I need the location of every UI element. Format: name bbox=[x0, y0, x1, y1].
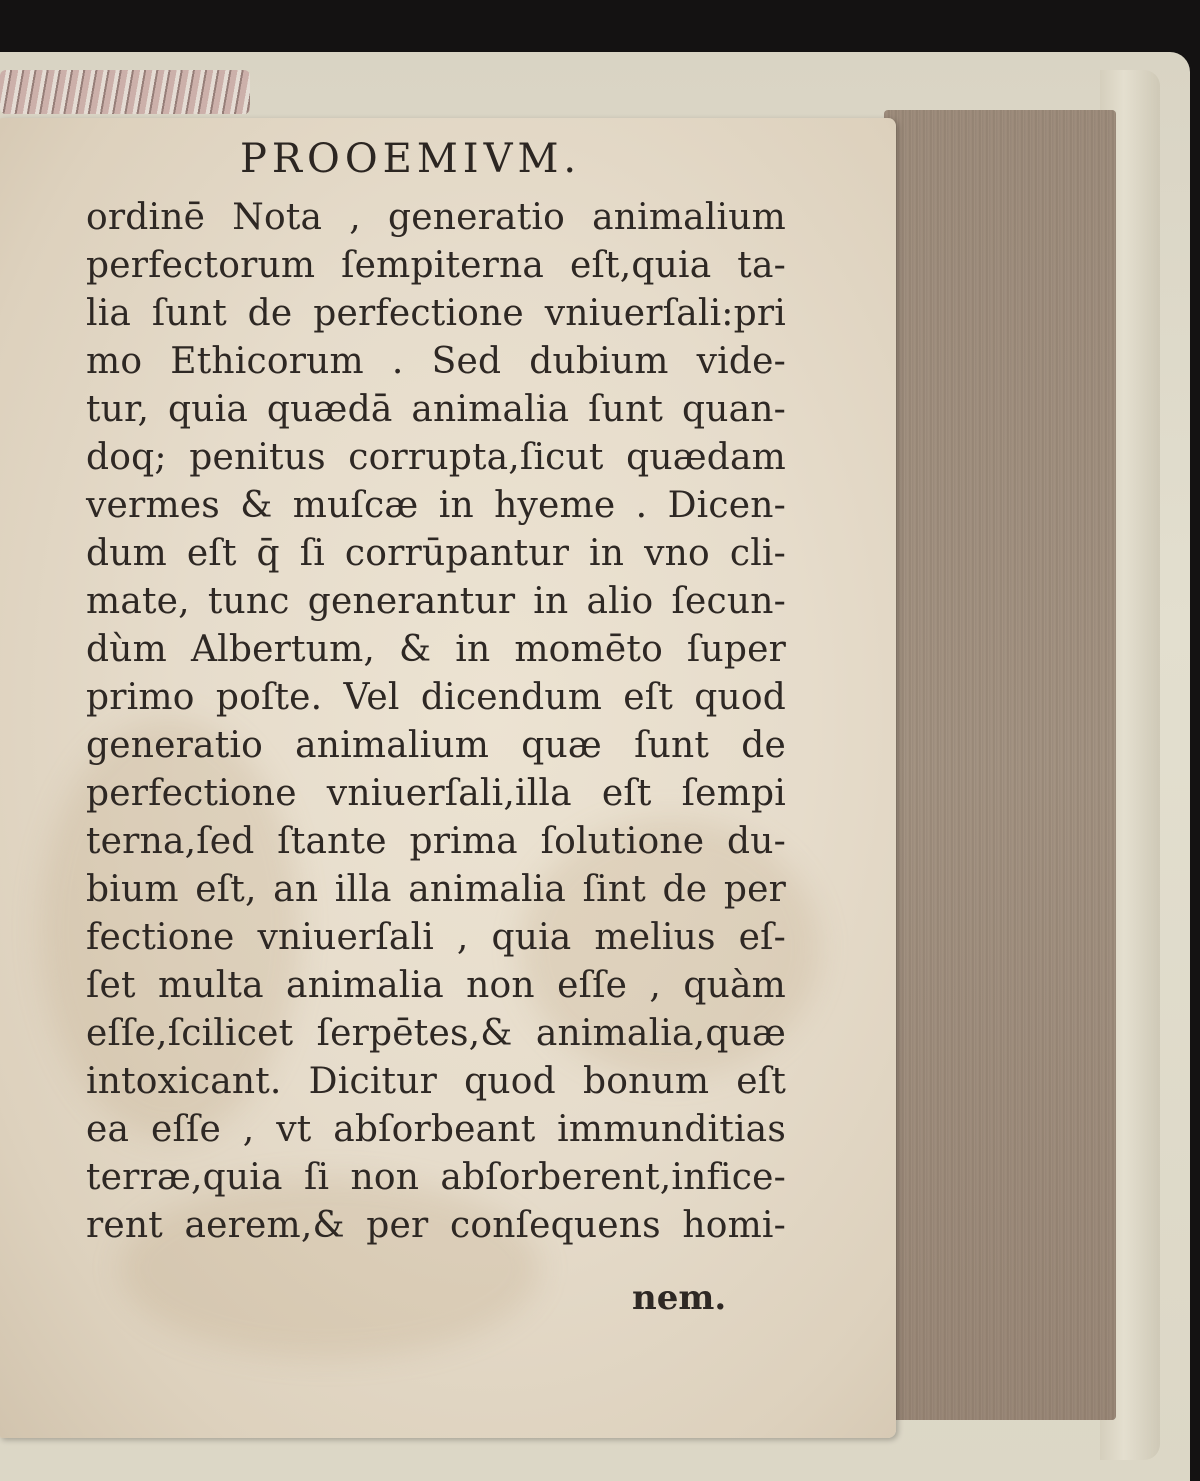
text-line: primo poſte. Vel dicendum eſt quod bbox=[86, 677, 786, 718]
catchword: nem. bbox=[632, 1278, 727, 1318]
text-line: terræ,quia ſi non abſorberent,infice- bbox=[86, 1157, 786, 1198]
text-line: vermes & muſcæ in hyeme . Dicen- bbox=[86, 485, 786, 526]
text-line: perfectione vniuerſali,illa eſt ſempi bbox=[86, 773, 786, 814]
body-text bbox=[86, 194, 786, 1250]
text-line: bium eſt, an illa animalia ſint de per bbox=[86, 869, 786, 910]
text-line: rent aerem,& per conſequens homi- bbox=[86, 1205, 786, 1246]
text-line: ea eſſe , vt abſorbeant immunditias bbox=[86, 1109, 786, 1150]
sewing-band bbox=[0, 70, 250, 114]
text-line: mate, tunc generantur in alio ſecun- bbox=[86, 581, 786, 622]
text-line: perfectorum ſempiterna eſt,quia ta- bbox=[86, 245, 786, 286]
text-line: terna,ſed ſtante prima ſolutione du- bbox=[86, 821, 786, 862]
text-line: tur, quia quædā animalia ſunt quan- bbox=[86, 389, 786, 430]
fore-edge-shade bbox=[884, 110, 1116, 1420]
text-line: fectione vniuerſali , quia melius eſ- bbox=[86, 917, 786, 958]
text-line: mo Ethicorum . Sed dubium vide- bbox=[86, 341, 786, 382]
text-line: dùm Albertum, & in momēto ſuper bbox=[86, 629, 786, 670]
text-line: generatio animalium quæ ſunt de bbox=[86, 725, 786, 766]
text-line: dum eſt q̄ ſi corrūpantur in vno cli- bbox=[86, 533, 786, 574]
text-line: ſet multa animalia non eſſe , quàm bbox=[86, 965, 786, 1006]
book-page bbox=[0, 118, 896, 1438]
text-line: lia ſunt de perfectione vniuerſali:pri bbox=[86, 293, 786, 334]
text-line: intoxicant. Dicitur quod bonum eſt bbox=[86, 1061, 786, 1102]
text-line: doq; penitus corrupta,ſicut quædam bbox=[86, 437, 786, 478]
running-head: PROOEMIVM. bbox=[240, 136, 582, 182]
text-line: eſſe,ſcilicet ſerpētes,& animalia,quæ bbox=[86, 1013, 786, 1054]
text-line: ordinē Nota , generatio animalium bbox=[86, 197, 786, 238]
